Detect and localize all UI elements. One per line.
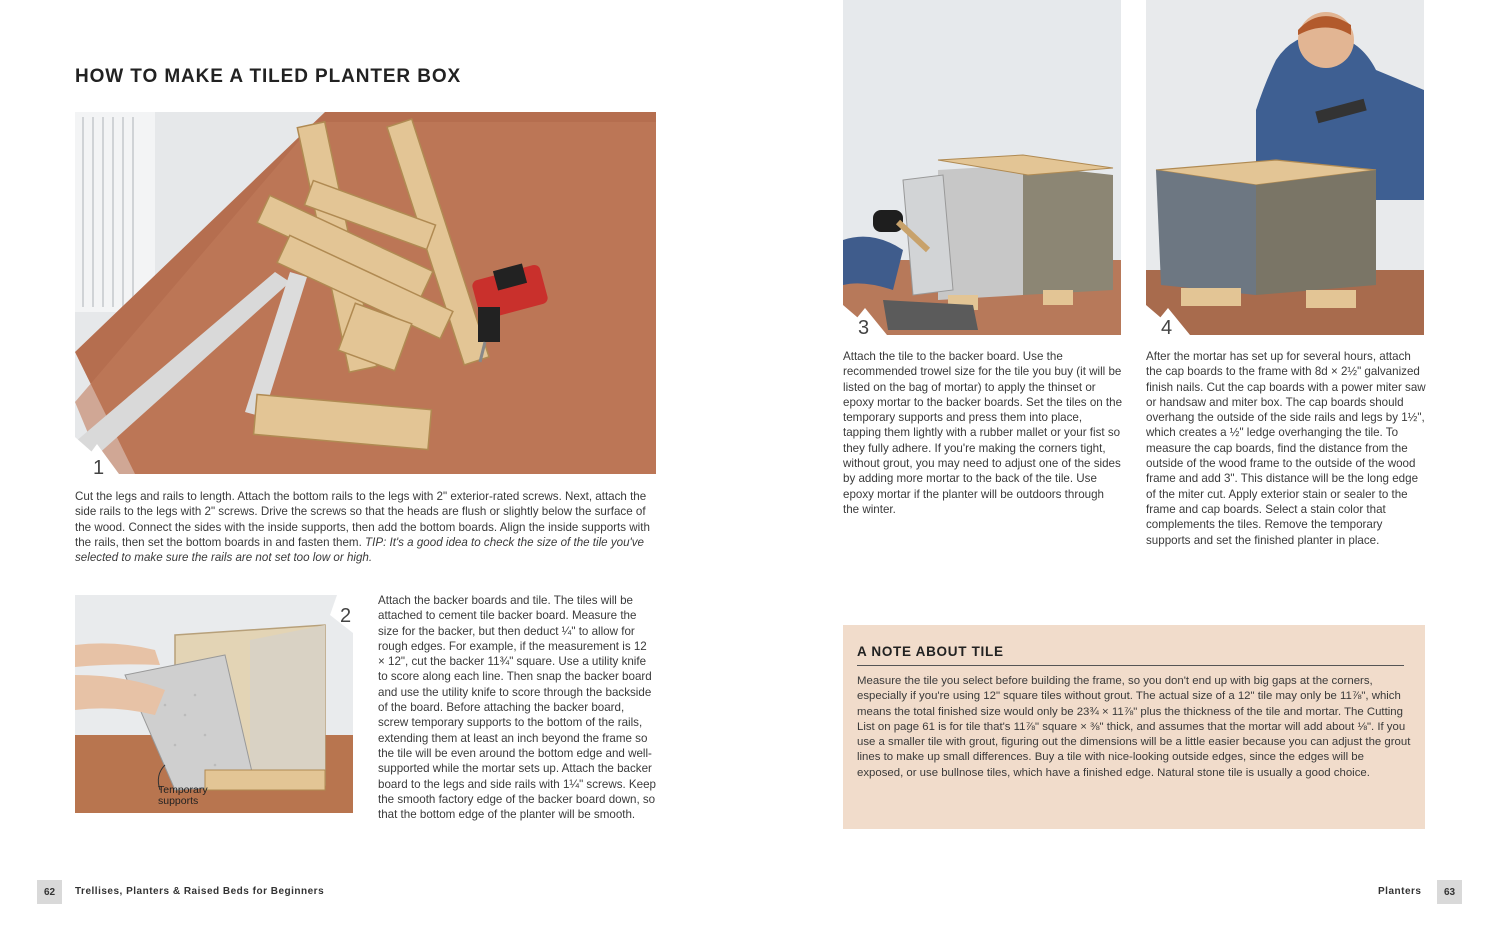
page-title: HOW TO MAKE A TILED PLANTER BOX [75, 66, 462, 87]
step-2-photo [75, 595, 353, 813]
step-2-number: 2 [340, 605, 352, 627]
step-3-number: 3 [858, 317, 870, 339]
left-page-number: 62 [37, 880, 62, 904]
step-1-tip: TIP: It's a good idea to check the size of the tile you've selected to make sure the rails are not set too low or high. [75, 535, 645, 565]
note-divider [857, 665, 1404, 666]
step-1-number: 1 [93, 457, 105, 479]
step-3-photo [843, 0, 1121, 335]
left-running-head: Trellises, Planters & Raised Beds for Beginners [75, 886, 325, 897]
note-text: Measure the tile you select before building the frame, so you don't end up with big gaps at the corners, especially if you're using 12" square tiles without grout. The actual size of a 12" tile may only be 11⅞", which means the total finished size would only be 23¾ × 11⅞" plus the thickness of the tile and mortar. The Cutting List on page 61 is for tile that's 11⅞" square × ⅜" thick, and assumes that the mortar will add about ⅛". If you use a smaller tile with grout, figuring out the dimensions will be a little easier because you can adjust the grout lines to make up small differences. Buy a tile with nice-looking outside edges, since the edges will be exposed, or use bullnose tiles, which have a finished edge. Natural stone tile is usually a good choice. [857, 675, 1411, 779]
step-3-text: Attach the tile to the backer board. Use the recommended trowel size for the tile you buy (it will be listed on the bag of mortar) to apply the thinset or epoxy mortar to the backer boards. Set the tiles on the temporary supports and press them into place, tapping them lightly with a rubber mallet or your fist so they fully adhere. If you're making the corners tight, without grout, you may need to adjust one of the sides by adding more mortar to the back of the tile. Use epoxy mortar if the planter will be outdoors through the winter. [843, 350, 1123, 516]
step-1-text [75, 489, 660, 565]
step-4-number: 4 [1161, 317, 1173, 339]
step-1-photo [75, 112, 656, 474]
temporary-supports-callout: Temporary supports [158, 784, 208, 807]
right-page-number: 63 [1437, 880, 1462, 904]
note-box [843, 625, 1425, 829]
step-1-instructions: Cut the legs and rails to length. Attach the bottom rails to the legs with 2" exterior-rated screws. Next, attach the side rails to the legs with 2" screws. Drive the screws so that the heads are flush or slightly below the surface of the wood. Connect the sides with the inside supports, then add the bottom boards. Align the inside supports with the rails, then set the bottom boards in and fasten them. [75, 490, 650, 549]
step-4-photo [1146, 0, 1424, 335]
step-2-text: Attach the backer boards and tile. The tiles will be attached to cement tile backer board. Measure the size for the backer, but then deduct ¼" to allow for rough edges. For example, if the measurement is 12 × 12", cut the backer 11¾" square. Use a utility knife to score along each line. Then snap the backer board and use the utility knife to score through the backside of the board. Before attaching the backer board, screw temporary supports to the bottom of the rails, extending them at least an inch beyond the frame so the tile will be even around the bottom edge and well-supported while the mortar sets up. Attach the backer board to the legs and side rails with 1¼" screws. Keep the smooth factory edge of the backer board down, so that the bottom edge of the planter will be smooth. [378, 594, 657, 822]
note-title: A NOTE ABOUT TILE [857, 644, 1004, 659]
step-4-text: After the mortar has set up for several hours, attach the cap boards to the frame with 8d × 2½" galvanized finish nails. Cut the cap boards with a power miter saw or handsaw and miter box. The cap boards should overhang the outside of the side rails and legs by 1½", which creates a ½" ledge overhanging the tile. To measure the cap boards, find the distance from the outside of the wood frame to the outside of the wood frame and add 3". This distance will be the long edge of the miter cut. Apply exterior stain or sealer to the frame and cap boards. Select a stain color that complements the tiles. Remove the temporary supports and set the finished planter in place. [1146, 350, 1426, 547]
right-running-head: Planters [1378, 886, 1422, 897]
